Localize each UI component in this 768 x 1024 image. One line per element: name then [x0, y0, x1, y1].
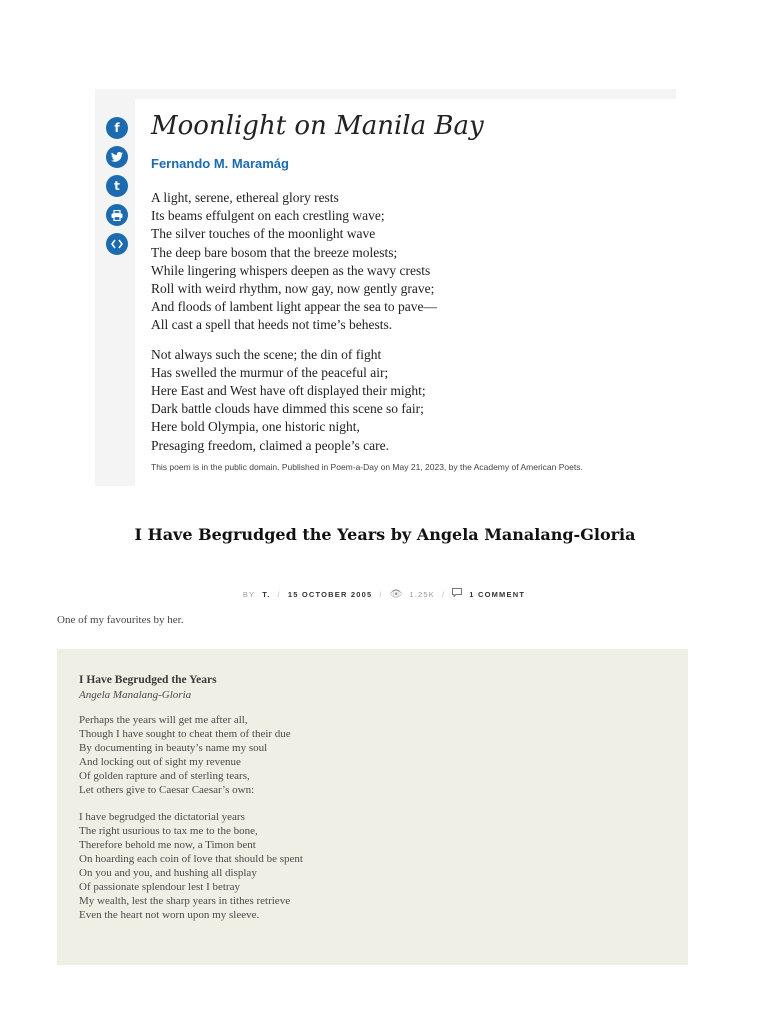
poem-line: A light, serene, ethereal glory rests [151, 190, 339, 205]
poem-line: My wealth, lest the sharp years in tithes retrieve [79, 894, 291, 907]
quote-poem-body [79, 714, 639, 923]
post-intro: One of my favourites by her. [57, 614, 184, 626]
post-meta [0, 588, 768, 600]
tumblr-icon[interactable]: t [106, 175, 128, 197]
poem-card [95, 89, 676, 486]
meta-separator: / [277, 589, 281, 599]
poem-content [135, 99, 676, 486]
embed-icon[interactable] [106, 233, 128, 255]
poem-line: Perhaps the years will get me after all, [79, 714, 248, 726]
comments-link[interactable]: 1 COMMENT [469, 589, 526, 599]
meta-separator: / [379, 589, 383, 599]
poem-line: On hoarding each coin of love that should be spent [79, 853, 303, 866]
poem-line: While lingering whispers deepen as the wavy crests [151, 262, 431, 278]
poem-line: By documenting in beauty’s name my soul [79, 741, 268, 754]
poem-line: Of passionate splendour lest I betray [79, 880, 240, 893]
poem-blockquote [57, 649, 688, 965]
poem-line: The silver touches of the moonlight wave [151, 226, 376, 242]
poem-line: And locking out of sight my revenue [79, 755, 241, 768]
poem-author-link[interactable]: Fernando M. Maramág [151, 156, 289, 171]
poem-line: Has swelled the murmur of the peaceful air; [151, 364, 389, 380]
poem-line: Therefore behold me now, a Timon bent [79, 839, 256, 852]
poem-line: The deep bare bosom that the breeze molests; [151, 244, 398, 260]
share-bar [106, 117, 128, 255]
comment-icon [452, 588, 462, 600]
stanza [151, 346, 651, 455]
poem-line: Not always such the scene; the din of fight [151, 346, 382, 362]
print-icon[interactable] [106, 204, 128, 226]
poem-line: Its beams effulgent on each crestling wave; [151, 208, 385, 224]
author-link[interactable]: T. [262, 589, 271, 599]
poem-line: All cast a spell that heeds not time’s behests. [151, 317, 393, 333]
quote-poem-author: Angela Manalang-Gloria [79, 689, 192, 701]
poem-body [151, 189, 651, 455]
poem-line: Let others give to Caesar Caesar’s own: [79, 783, 255, 796]
quote-poem-title: I Have Begrudged the Years [79, 674, 217, 686]
poem-line: Of golden rapture and of sterling tears, [79, 769, 250, 782]
stanza [79, 811, 639, 922]
eye-icon: 👁 [389, 588, 403, 600]
poem-line: Even the heart not worn upon my sleeve. [79, 908, 260, 921]
poem-line: On you and you, and hushing all display [79, 867, 257, 880]
poem-line: The right usurious to tax me to the bone, [79, 825, 258, 838]
view-count: 1.25K [409, 589, 435, 599]
stanza [79, 714, 639, 797]
poem-line: Here East and West have oft displayed their might; [151, 383, 426, 399]
poem-title: Moonlight on Manila Bay [151, 111, 484, 141]
poem-line: Roll with weird rhythm, now gay, now gently grave; [151, 281, 435, 297]
meta-separator: / [442, 589, 446, 599]
post-title[interactable]: I Have Begrudged the Years by Angela Manalang-Gloria [134, 525, 636, 544]
stanza [151, 189, 651, 335]
poem-line: Though I have sought to cheat them of their due [79, 727, 291, 740]
twitter-icon[interactable] [106, 146, 128, 168]
poem-line: And floods of lambent light appear the sea to pave— [151, 299, 438, 315]
facebook-icon[interactable]: f [106, 117, 128, 139]
poem-credit: This poem is in the public domain. Published in Poem-a-Day on May 21, 2023, by the Academy of American Poets. [151, 462, 583, 472]
by-label: BY [242, 589, 256, 599]
poem-line: Dark battle clouds have dimmed this scene so fair; [151, 401, 424, 417]
poem-line: I have begrudged the dictatorial years [79, 811, 245, 824]
poem-line: Presaging freedom, claimed a people’s care. [151, 437, 390, 453]
poem-line: Here bold Olympia, one historic night, [151, 419, 360, 435]
post-date[interactable]: 15 OCTOBER 2005 [287, 589, 373, 599]
